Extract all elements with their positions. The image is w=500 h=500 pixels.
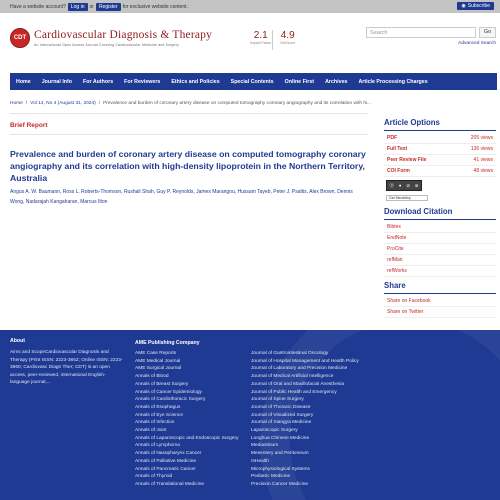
option-views: 48 views [473,168,493,174]
footer-journal-link[interactable]: Journal of Medical Artificial Intelligence [251,374,334,380]
footer-journal-link[interactable]: AME Surgical Journal [135,366,182,372]
footer-journal-link[interactable]: Annals of Cancer Epidemiology [135,389,202,395]
footer-journal-list-2 [251,350,359,489]
nav-for-reviewers[interactable]: For Reviewers [124,78,161,85]
option-coi-form[interactable] [384,166,496,177]
journal-logo[interactable] [10,28,30,48]
nav-home[interactable]: Home [16,78,31,85]
option-views: 41 views [473,157,493,163]
nav-apc[interactable]: Article Processing Charges [358,78,428,85]
breadcrumb-separator: / [25,101,28,106]
footer-journal-link[interactable]: Journal of Xiangya Medicine [251,420,312,426]
nav-archives[interactable]: Archives [325,78,348,85]
option-views: 136 views [470,146,493,152]
footer-journal-link[interactable]: Pediatric Medicine [251,474,291,480]
search-input[interactable]: Search [366,27,476,38]
footer-journal-link[interactable]: Annals of Cardiothoracic Surgery [135,397,206,403]
main-nav [10,73,497,90]
nav-ethics-policies[interactable]: Ethics and Policies [171,78,220,85]
footer-journal-link[interactable]: Journal of Visualized Surgery [251,412,314,418]
account-suffix: for exclusive website content. [122,4,188,10]
footer-journal-link[interactable]: Annals of Pancreatic Cancer [135,466,196,472]
citation-refworks[interactable]: refWorks [384,266,496,277]
journal-tagline: An International Open Access Journal Covering Cardiovascular Medicine and Surgery [34,43,179,47]
footer-journal-list-1 [135,350,238,489]
metric-divider [272,30,273,50]
article-authors[interactable]: Angus A. W. Baumann, Ross L. Roberts-Thomson, Rushali Shah, Guy P. Reynolds, James Marangou, Hussam Tayeb, Peter J. Psaltis, Alex Brown, Dennis Wong, Nadarajah Kangaharan, Marcus Ilton [10,189,353,205]
logo-text: CDT [13,35,27,41]
share-facebook[interactable]: Share on Facebook [384,296,496,307]
divider [10,113,368,114]
footer-about-heading: About [10,338,25,344]
footer-journal-link[interactable]: Longhua Chinese Medicine [251,435,310,441]
citescore-label: CiteScore [280,41,296,45]
footer-journal-link[interactable]: Mesentery and Peritoneum [251,451,309,457]
register-button[interactable]: Register [96,3,121,11]
footer [0,330,500,500]
breadcrumb [10,101,371,106]
citescore [280,30,295,45]
footer-journal-link[interactable]: Journal of Hospital Management and Health Policy [251,358,359,364]
nav-special-contents[interactable]: Special Contents [230,78,274,85]
option-label: Peer Review File [387,157,427,163]
footer-journal-link[interactable]: Annals of Nasopharynx Cancer [135,451,202,457]
top-bar [0,0,500,13]
footer-about-text: Aims and ScopeCardiovascular Diagnosis and Therapy (Print ISSN: 2223-3652; Online ISSN: 2223-3660; Cardiovasc Diagn Ther; CDT) is an open access, peer-reviewed, international English-language journal,... [10,350,123,385]
mendeley-button[interactable]: Get Mendeley [386,195,428,201]
advanced-search-link[interactable]: Advanced Search [458,41,496,46]
footer-journal-link[interactable]: Annals of Blood [135,374,169,380]
account-message [10,3,188,11]
footer-journal-link[interactable]: AME Medical Journal [135,358,181,364]
impact-factor-value: 2.1 [253,30,268,41]
option-peer-review[interactable] [384,155,496,166]
footer-journal-link[interactable]: Annals of Translational Medicine [135,481,205,487]
footer-journal-link[interactable]: Precision Cancer Medicine [251,481,309,487]
footer-journal-link[interactable]: Journal of Laboratory and Precision Medicine [251,366,348,372]
footer-journal-link[interactable]: Annals of Breast Surgery [135,381,189,387]
share-twitter[interactable]: Share on Twitter [384,307,496,318]
divider [384,293,496,294]
article-options-heading: Article Options [384,118,440,127]
citation-bibtex[interactable]: Bibtex [384,222,496,233]
option-pdf[interactable] [384,133,496,144]
breadcrumb-issue[interactable]: Vol 14, No 4 (August 31, 2024) [30,101,96,106]
rss-icon: ◉ [461,3,466,9]
citescore-value: 4.9 [280,30,295,41]
footer-journal-link[interactable]: Journal of Thoracic Disease [251,404,311,410]
creative-commons-badge[interactable] [386,180,422,191]
go-button[interactable]: Go [479,27,496,38]
cc-icon: Ⓓ [389,182,394,188]
breadcrumb-current: Prevalence and burden of coronary artery disease on computed tomography coronary angiography and its correlation with hi... [103,101,372,106]
option-label: PDF [387,135,397,141]
nav-journal-info[interactable]: Journal Info [41,78,73,85]
footer-journal-link[interactable]: AME Case Reports [135,351,177,356]
breadcrumb-home[interactable]: Home [10,101,23,106]
citation-refman[interactable]: refMan [384,255,496,266]
divider [384,219,496,220]
nd-icon: ⊜ [414,182,419,188]
article-title: Prevalence and burden of coronary artery disease on computed tomography coronary angiography and its correlation with high-density lipoprotein in the Northern Territory, Australia [10,149,366,183]
download-citation-heading: Download Citation [384,207,453,216]
footer-journal-link[interactable]: Journal of Spine Surgery [251,397,304,403]
breadcrumb-separator: / [98,101,101,106]
footer-journal-link[interactable]: Annals of Infection [135,420,175,426]
footer-journal-link[interactable]: Annals of Lymphoma [135,443,180,449]
footer-journal-link[interactable]: Microphysiological Systems [251,466,310,472]
option-label: Full Text [387,146,408,152]
login-button[interactable]: Log in [68,3,88,11]
nav-for-authors[interactable]: For Authors [83,78,114,85]
footer-journal-link[interactable]: Annals of Laparoscopic and Endoscopic Surgery [135,435,239,441]
subscribe-button[interactable] [457,2,494,10]
article-type: Brief Report [10,122,48,129]
divider [384,130,496,131]
footer-journal-link[interactable]: Journal of Oral and Maxillofacial Anesthesia [251,381,345,387]
nc-icon: ⊘ [406,182,410,188]
footer-journal-link[interactable]: Laparoscopic Surgery [251,428,298,434]
footer-journal-link[interactable]: mHealth [251,458,269,464]
by-icon: ● [398,183,402,188]
citation-procite[interactable]: ProCite [384,244,496,255]
footer-journal-link[interactable]: Annals of Eye Science [135,412,183,418]
citation-endnote[interactable]: EndNote [384,233,496,244]
share-heading: Share [384,281,406,290]
option-full-text[interactable] [384,144,496,155]
impact-factor [250,30,271,45]
footer-journal-link[interactable]: Mediastinum [251,443,279,449]
footer-ame-heading: AME Publishing Company [135,340,200,346]
footer-journal-link[interactable]: Annals of Thyroid [135,474,173,480]
footer-journal-link[interactable]: Journal of Public Health and Emergency [251,389,337,395]
or-text: or [89,4,94,10]
footer-journal-link[interactable]: Annals of Palliative Medicine [135,458,197,464]
nav-online-first[interactable]: Online First [284,78,315,85]
account-prompt: Have a website account? [10,4,66,10]
option-label: COI Form [387,168,410,174]
divider [10,134,368,135]
subscribe-label: Subscribe [467,3,490,9]
footer-journal-link[interactable]: Journal of Gastrointestinal Oncology [251,351,329,356]
option-views: 205 views [470,135,493,141]
impact-factor-label: Impact Factor [250,41,272,45]
footer-journal-link[interactable]: Annals of Joint [135,428,167,434]
journal-name[interactable]: Cardiovascular Diagnosis & Therapy [34,29,213,41]
footer-journal-link[interactable]: Annals of Esophagus [135,404,181,410]
